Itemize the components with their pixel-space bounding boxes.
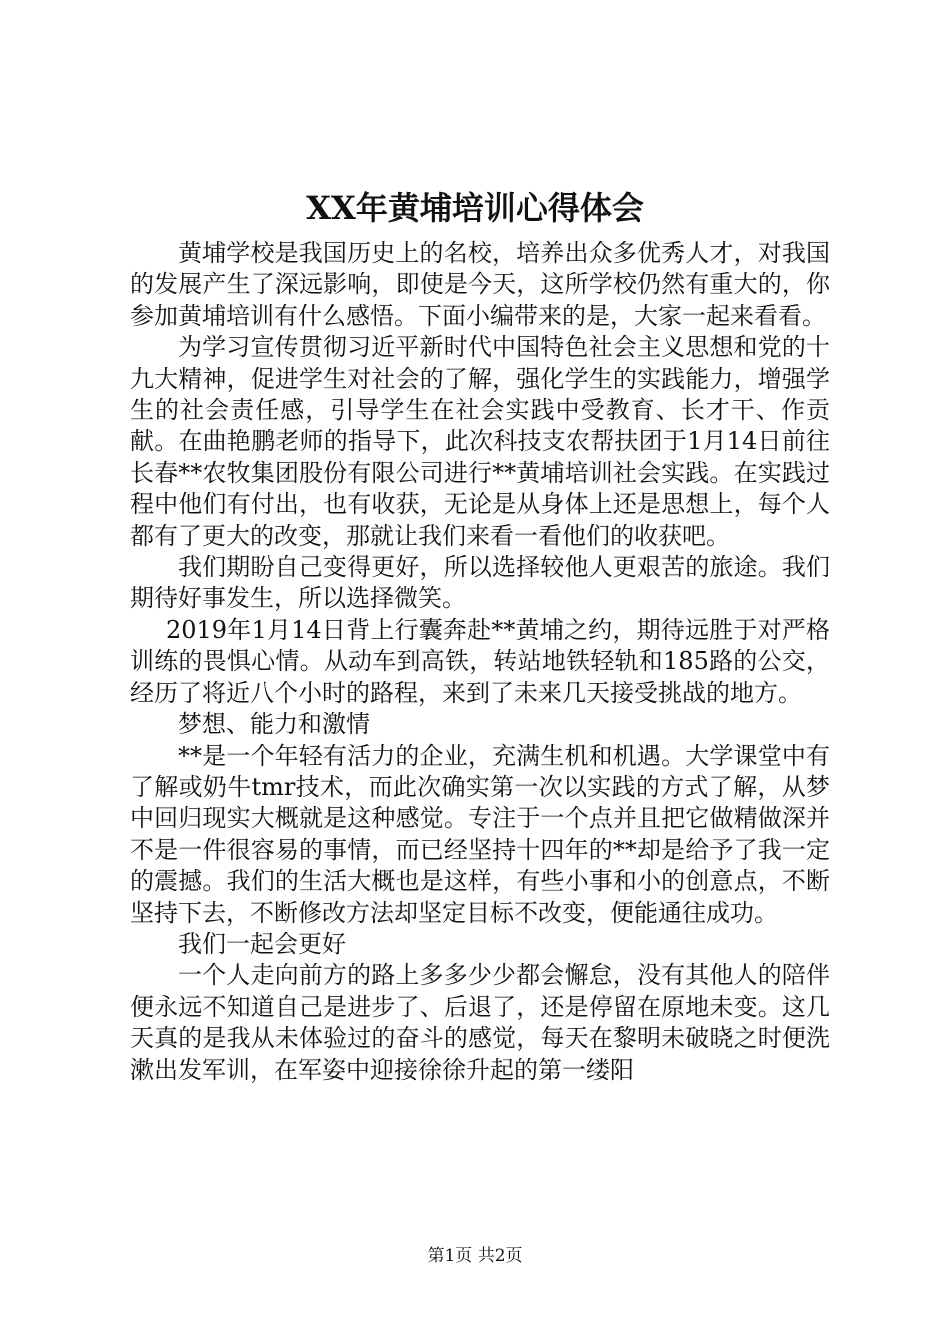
- section-heading-together: 我们一起会更好: [178, 929, 346, 958]
- paragraph-expectation: 我们期盼自己变得更好，所以选择较他人更艰苦的旅途。我们期待好事发生，所以选择微笑。: [130, 553, 830, 613]
- paragraph-intro: 黄埔学校是我国历史上的名校，培养出众多优秀人才，对我国的发展产生了深远影响，即使是今天，这所学校仍然有重大的，你参加黄埔培训有什么感悟。下面小编带来的是，大家一起来看看。: [130, 239, 830, 330]
- document-title: XX年黄埔培训心得体会: [306, 189, 644, 227]
- paragraph-company: **是一个年轻有活力的企业，充满生机和机遇。大学课堂中有了解或奶牛tmr技术，而此次确实第一次以实践的方式了解，从梦中回归现实大概就是这种感觉。专注于一个点并且把它做精做深并不是一件很容易的事情，而已经坚持十四年的**却是给予了我一定的震撼。我们的生活大概也是这样，有些小事和小的创意点，不断坚持下去，不断修改方法却坚定目标不改变，便能通往成功。: [130, 741, 830, 927]
- paragraph-teamwork: 一个人走向前方的路上多多少少都会懈怠，没有其他人的陪伴便永远不知道自己是进步了、后退了，还是停留在原地未变。这几天真的是我从未体验过的奋斗的感觉，每天在黎明未破晓之时便洗漱出发军训，在军姿中迎接徐徐升起的第一缕阳: [130, 961, 830, 1084]
- paragraph-journey: 2019年1月14日背上行囊奔赴**黄埔之约，期待远胜于对严格训练的畏惧心情。从动车到高铁，转站地铁轻轨和185路的公交，经历了将近八个小时的路程，来到了未来几天接受挑战的地方。: [130, 615, 830, 707]
- page-number-footer: 第1页 共2页: [427, 1246, 523, 1266]
- paragraph-background: 为学习宣传贯彻习近平新时代中国特色社会主义思想和党的十九大精神，促进学生对社会的了解，强化学生的实践能力，增强学生的社会责任感，引导学生在社会实践中受教育、长才干、作贡献。在曲艳鹏老师的指导下，此次科技支农帮扶团于1月14日前往长春**农牧集团股份有限公司进行**黄埔培训社会实践。在实践过程中他们有付出，也有收获，无论是从身体上还是思想上，每个人都有了更大的改变，那就让我们来看一看他们的收获吧。: [130, 333, 830, 550]
- section-heading-dream: 梦想、能力和激情: [178, 710, 370, 739]
- document-body: [130, 238, 830, 1086]
